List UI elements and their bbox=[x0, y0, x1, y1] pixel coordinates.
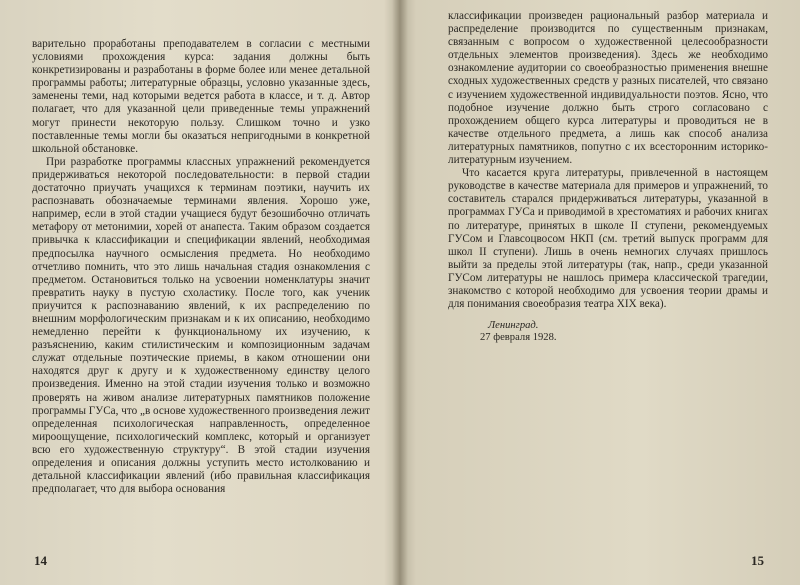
page-number-right: 15 bbox=[751, 553, 764, 568]
left-paragraph-1: варительно проработаны преподавателем в согласии с местными условиями прохождения курса: задания должны быть конкретизированы и разработаны в форме более или менее детальной программы работы; литературные образцы, условно указанные здесь, заменены теми, над которыми ведется работа в классе, и т. д. Автор полагает, что для указанной цели приведенные темы упражнений могут принести некоторую пользу. Слишком точно и узко поставленные темы могли бы оказаться непригодными в конкретной школьной обстановке. bbox=[32, 38, 370, 155]
page-number-left: 14 bbox=[34, 553, 47, 568]
right-page bbox=[400, 0, 800, 585]
right-paragraph-2: Что касается круга литературы, привлеченной в настоящем руководстве в качестве материала для примеров и упражнений, то составитель старался придерживаться литературы, указанной в программах ГУСа и приводимой в хрестоматиях и рабочих книгах по литературе, принятых в школе II ступени, рекомендуемых ГУСом и Главсоцвосом НКП (см. третий выпуск программ для школ II ступени). Лишь в очень немногих случаях пришлось выйти за пределы этой литературы (так, напр., среди указанной ГУСом литературы не нашлось примера классической трагедии, знакомство с которой необходимо для усвоения теории драмы и для понимания своеобразия театра XIX века). bbox=[448, 167, 768, 311]
signoff bbox=[480, 320, 768, 344]
right-page-text bbox=[448, 10, 768, 311]
left-paragraph-2: При разработке программы классных упражнений рекомендуется придерживаться некоторой последовательности: в первой стадии достаточно приучать учащихся к терминам поэтики, научить их распознавать обозначаемые терминами явления. Хорошо уже, например, если в этой стадии учащиеся будут безошибочно отличать метафору от метонимии, хорей от анапеста. Таким образом создается привычка к классификации и спецификации явлений, необходимая предпосылка научного осмысления предмета. Но необходимо отчетливо помнить, что это лишь начальная стадия ознакомления с предметом. Остановиться только на усвоении номенклатуры значит превратить науку в пустую схоластику. После того, как ученик приучится к распознаванию явлений, к их распределению по внешним морфологическим признакам и к их описанию, необходимо немедленно перейти к функциональному их изучению, к разъяснению, каким стилистическим и композиционным задачам служат отдельные поэтические приемы, в каком отношении они находятся друг к другу и к художественному единству целого произведения. Именно на этой стадии изучения только и возможно проверять на живом анализе литературных памятников положение программы ГУСа, что „в основе художественного произведения лежит определенная психологическая направленность, определенное мироощущение, психологический комплекс, который и организует всю его художественную структуру“. В этой стадии изучения определения и описания должны уступить место истолкованию и детальной классификации явлений (ибо правильная классификация предполагает, что для выбора основания bbox=[32, 155, 370, 496]
right-paragraph-1: классификации произведен рациональный разбор материала и распределение производится по существенным признакам, связанным с вопросом о художественной целесообразности отдельных элементов произведения). Здесь же необходимо ознакомление аудитории со своеобразностью применения внешне сходных художественных средств у разных писателей, что связано с изучением художественной индивидуальности поэтов. Ясно, что подобное изучение должно быть строго согласовано с прохождением общего курса литературы и проводиться не в качестве отдельного предмета, а лишь как способ анализа литературных памятников, попутно с их всесторонним историко-литературным изучением. bbox=[448, 10, 768, 167]
signoff-date: 27 февраля 1928. bbox=[480, 332, 557, 344]
signoff-place: Ленинград. bbox=[488, 320, 539, 332]
left-page-text bbox=[32, 38, 370, 496]
